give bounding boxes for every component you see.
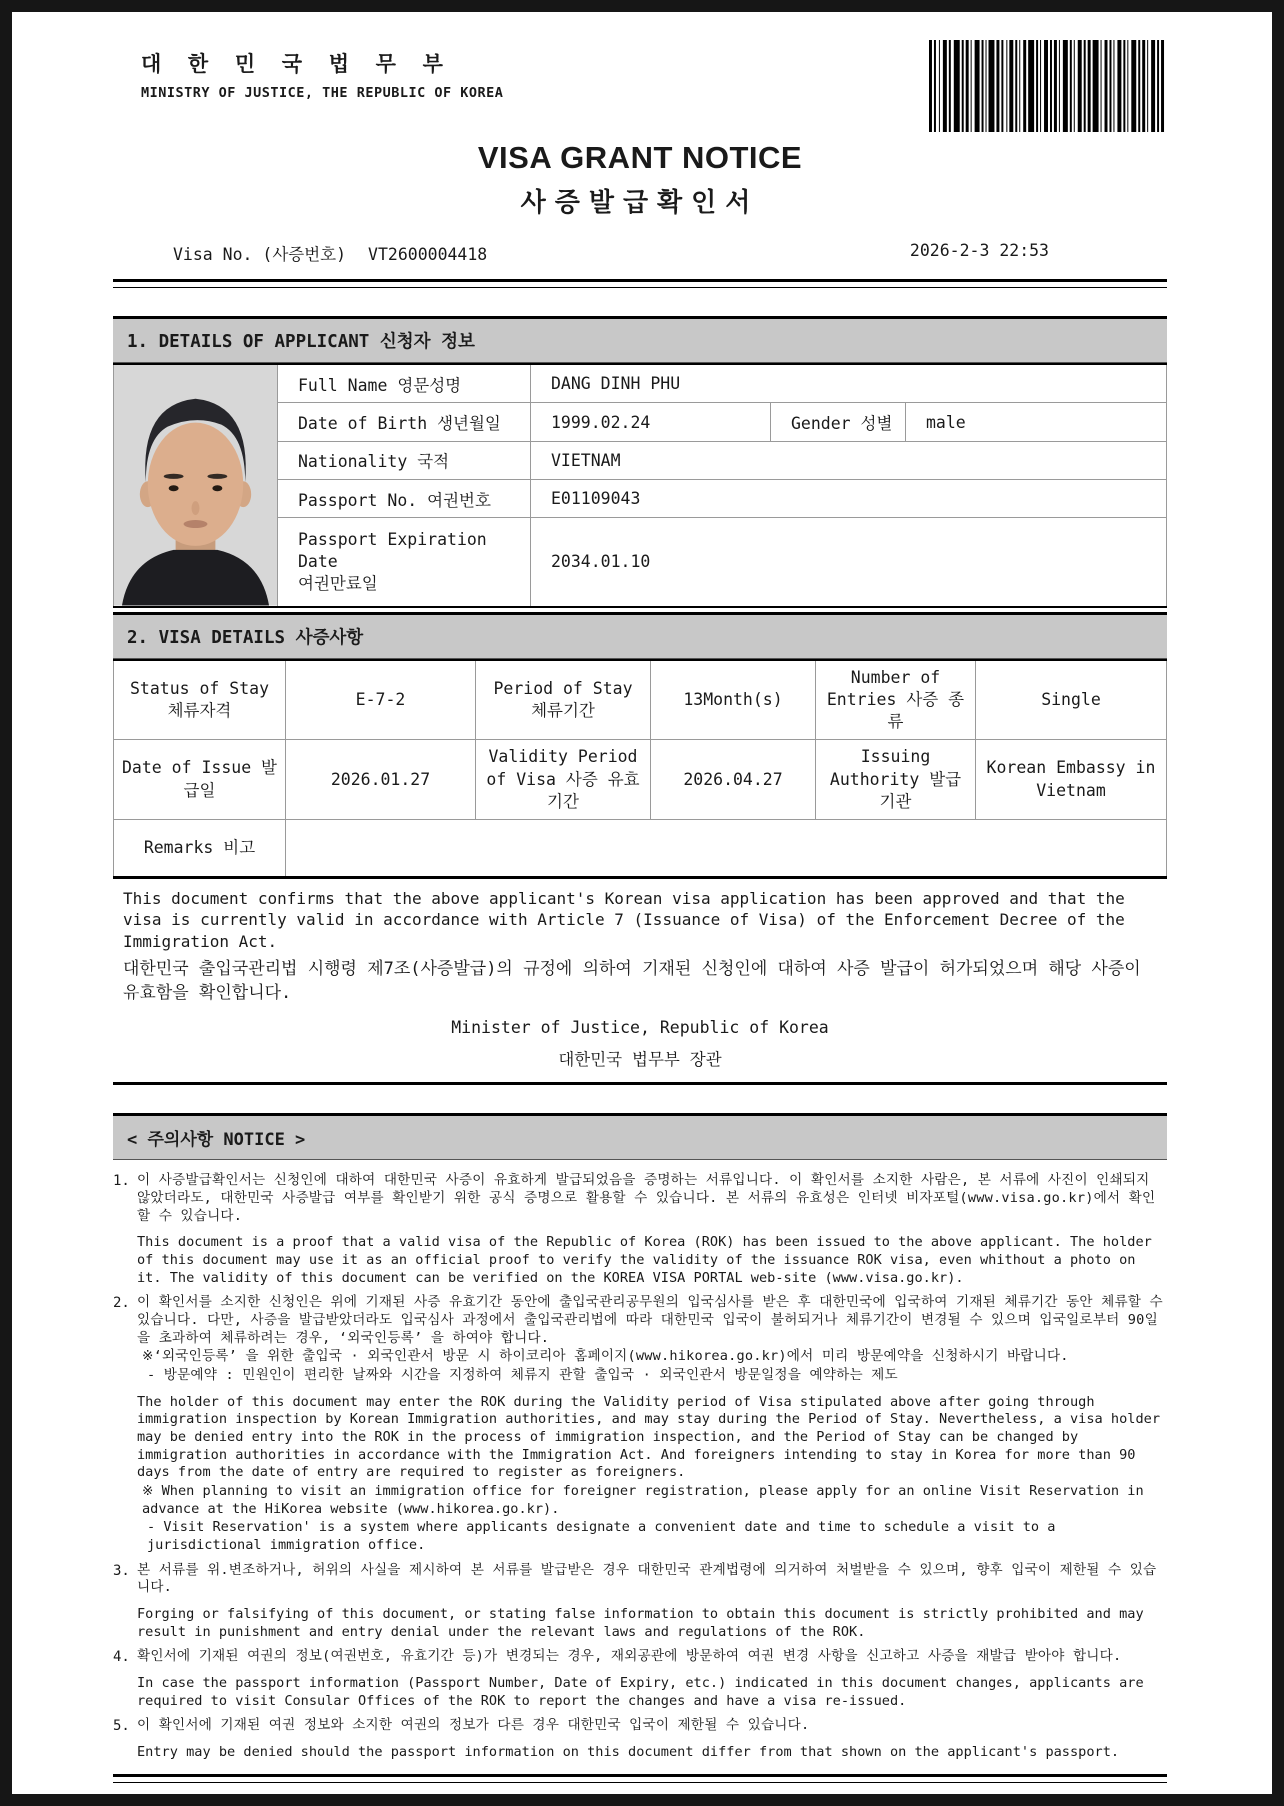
- notice-item-5: [113, 1717, 1167, 1761]
- nationality-value: VIETNAM: [531, 441, 1167, 479]
- date-of-birth-label: Date of Birth 생년월일: [278, 403, 531, 441]
- number-of-entries-value: Single: [976, 660, 1167, 740]
- notice-item-korean: 이 사증발급확인서는 신청인에 대하여 대한민국 사증이 유효하게 발급되었음을 증명하는 서류입니다. 이 확인서를 소지한 사람은, 본 서류에 사진이 인쇄되지 않았더라도, 대한민국 사증발급 여부를 확인받기 위한 공식 증명으로 활용할 수 있습니다. 본 서류의 유효성은 인터넷 비자포털(www.visa.go.kr)에서 확인할 수 있습니다.: [137, 1172, 1156, 1224]
- notice-item-english: The holder of this document may enter the ROK during the Validity period of Visa stipulated above after going through immigration inspection by Korean Immigration authorities, and may stay during the Period of Stay. Nevertheless, a visa holder may be denied entry into the ROK in the process of immigration inspection, and the Period of Stay can be changed by immigration authorities in accordance with the Immigration Act. And foreigners intending to stay in Korea for more than 90 days from the date of entry are required to register as foreigners.: [137, 1393, 1161, 1481]
- gender-value: male: [906, 403, 1167, 441]
- section-header-visa-details: 2. VISA DETAILS 사증사항: [113, 612, 1167, 659]
- full-name-value: DANG DINH PHU: [531, 364, 1167, 403]
- table-row: [114, 820, 1167, 878]
- visa-number-row: [113, 241, 1167, 265]
- remarks-value: [286, 820, 1167, 878]
- visa-details-table: [113, 659, 1167, 880]
- notice-item-3: [113, 1562, 1167, 1642]
- ministry-name-english: MINISTRY OF JUSTICE, THE REPUBLIC OF KOREA: [141, 85, 504, 101]
- notice-item-korean: 본 서류를 위.변조하거나, 허위의 사실을 제시하여 본 서류를 발급받은 경우 대한민국 관계법령에 의거하여 처벌받을 수 있으며, 향후 입국이 제한될 수 있습니다.: [137, 1561, 1157, 1596]
- issuing-authority-value: Korean Embassy in Vietnam: [976, 740, 1167, 820]
- notice-item-english: Forging or falsifying of this document, or stating false information to obtain this document is strictly prohibited and may result in punishment and entry denial under the relevant laws and regulations of the ROK.: [137, 1605, 1144, 1640]
- notice-item-number: 1.: [113, 1173, 130, 1190]
- notice-item-english: This document is a proof that a valid visa of the Republic of Korea (ROK) has been issued to the above applicant. The holder of this document may use it as an official proof to verify the validity of the issuance ROK visa, even whithout a photo on it. The validity of this document can be verified on the KOREA VISA PORTAL web-site (www.visa.go.kr).: [137, 1234, 1152, 1286]
- passport-expiration-label-ko: 여권만료일: [298, 574, 378, 594]
- notice-item-number: 5.: [113, 1718, 130, 1735]
- gender-label: Gender 성별: [771, 403, 906, 441]
- notice-item-english: Entry may be denied should the passport information on this document differ from that shown on the applicant's passport.: [137, 1743, 1120, 1760]
- minister-line-english: Minister of Justice, Republic of Korea: [451, 1018, 829, 1038]
- notice-item-english-note: ※ When planning to visit an immigration office for foreigner registration, please apply for an online Visit Reservation in advance at the HiKorea website (www.hikorea.go.kr).: [142, 1482, 1144, 1517]
- date-of-issue-value: 2026.01.27: [286, 740, 476, 820]
- ministry-name-korean: 대 한 민 국 법 무 부: [141, 52, 450, 76]
- divider-rule: [113, 1082, 1167, 1089]
- notice-item-2: [113, 1294, 1167, 1554]
- status-of-stay-value: E-7-2: [286, 660, 476, 740]
- notice-list: [113, 1172, 1167, 1761]
- visa-number: [113, 241, 487, 265]
- notice-item-korean-dash: - 방문예약 : 민원인이 편리한 날짜와 시간을 지정하여 체류지 관할 출입국 · 외국인관서 방문일정을 예약하는 제도: [147, 1366, 898, 1383]
- document-title-english: VISA GRANT NOTICE: [477, 140, 803, 175]
- passport-expiration-label-en: Passport Expiration Date: [298, 529, 487, 571]
- period-of-stay-label: Period of Stay 체류기간: [476, 660, 651, 740]
- applicant-photo: [114, 364, 278, 607]
- passport-no-value: E01109043: [531, 480, 1167, 518]
- passport-no-label: Passport No. 여권번호: [278, 480, 531, 518]
- applicant-table: [113, 363, 1167, 608]
- remarks-label: Remarks 비고: [114, 820, 286, 878]
- nationality-label: Nationality 국적: [278, 441, 531, 479]
- notice-item-4: [113, 1648, 1167, 1710]
- date-of-birth-value: 1999.02.24: [531, 403, 771, 441]
- notice-item-english: In case the passport information (Passport Number, Date of Expiry, etc.) indicated in this document changes, applicants are required to visit Consular Offices of the ROK to report the changes and have a visa re-issued.: [137, 1674, 1144, 1709]
- status-of-stay-label: Status of Stay 체류자격: [114, 660, 286, 740]
- period-of-stay-value: 13Month(s): [651, 660, 816, 740]
- confirmation-text-english: This document confirms that the above applicant's Korean visa application has been approved and that the visa is currently valid in accordance with Article 7 (Issuance of Visa) of the Enforcement Decree of the Immigration Act.: [123, 889, 1125, 951]
- section-header-applicant: 1. DETAILS OF APPLICANT 신청자 정보: [113, 316, 1167, 363]
- notice-item-korean-note: ※‘외국인등록’ 을 위한 출입국 · 외국인관서 방문 시 하이코리아 홈페이지(www.hikorea.go.kr)에서 미리 방문예약을 신청하시기 바랍니다.: [142, 1348, 1069, 1365]
- validity-period-value: 2026.04.27: [651, 740, 816, 820]
- notice-item-korean: 이 확인서를 소지한 신청인은 위에 기재된 사증 유효기간 동안에 출입국관리공무원의 입국심사를 받은 후 대한민국에 입국하여 기재된 체류기간 동안 체류할 수 있습니다. 다만, 사증을 발급받았더라도 입국심사 과정에서 출입국관리법에 따라 대한민국 입국이 불허되거나 체류기간이 변경될 수 있으며 입국일로부터 90일을 초과하여 체류하려는 경우, ‘외국인등록’ 을 하여야 합니다.: [137, 1294, 1163, 1346]
- visa-number-label: Visa No. (사증번호): [173, 245, 347, 264]
- notice-item-english-dash: - Visit Reservation' is a system where applicants designate a convenient date and time to schedule a visit to a jurisdictional immigration office.: [147, 1519, 1056, 1553]
- table-row: [114, 740, 1167, 820]
- document-title-korean: 사증발급확인서: [520, 188, 760, 218]
- table-row: [114, 660, 1167, 740]
- notice-item-number: 3.: [113, 1562, 130, 1579]
- notice-item-1: [113, 1172, 1167, 1287]
- notice-item-korean: 확인서에 기재된 여권의 정보(여권번호, 유효기간 등)가 변경되는 경우, 재외공관에 방문하여 여권 변경 사항을 신고하고 사증을 재발급 받아야 합니다.: [137, 1648, 1122, 1665]
- barcode-icon: [929, 40, 1167, 132]
- notice-item-korean: 이 확인서에 기재된 여권 정보와 소지한 여권의 정보가 다른 경우 대한민국 입국이 제한될 수 있습니다.: [137, 1717, 810, 1734]
- document-page: [12, 12, 1272, 1794]
- ministry-block: [113, 38, 503, 101]
- full-name-label: Full Name 영문성명: [278, 364, 531, 403]
- passport-expiration-label: [278, 518, 531, 607]
- confirmation-block: [113, 888, 1167, 1070]
- divider-rule: [113, 279, 1167, 288]
- visa-number-value: VT2600004418: [368, 245, 488, 264]
- document-header: [113, 38, 1167, 134]
- divider-rule-bottom: [113, 1774, 1167, 1783]
- date-of-issue-label: Date of Issue 발급일: [114, 740, 286, 820]
- issuing-authority-label: Issuing Authority 발급 기관: [816, 740, 976, 820]
- title-block: [113, 140, 1167, 219]
- validity-period-label: Validity Period of Visa 사증 유효기간: [476, 740, 651, 820]
- minister-line-korean: 대한민국 법무부 장관: [558, 1050, 722, 1070]
- passport-expiration-value: 2034.01.10: [531, 518, 1167, 607]
- table-row: [114, 364, 1167, 403]
- confirmation-text-korean: 대한민국 출입국관리법 시행령 제7조(사증발급)의 규정에 의하여 기재된 신청인에 대하여 사증 발급이 허가되었으며 해당 사증이 유효함을 확인합니다.: [123, 958, 1141, 1004]
- notice-section-header: < 주의사항 NOTICE >: [113, 1113, 1167, 1160]
- issue-datetime: 2026-2-3 22:53: [909, 241, 1049, 260]
- number-of-entries-label: Number of Entries 사증 종류: [816, 660, 976, 740]
- notice-item-number: 4.: [113, 1649, 130, 1666]
- notice-item-number: 2.: [113, 1295, 130, 1312]
